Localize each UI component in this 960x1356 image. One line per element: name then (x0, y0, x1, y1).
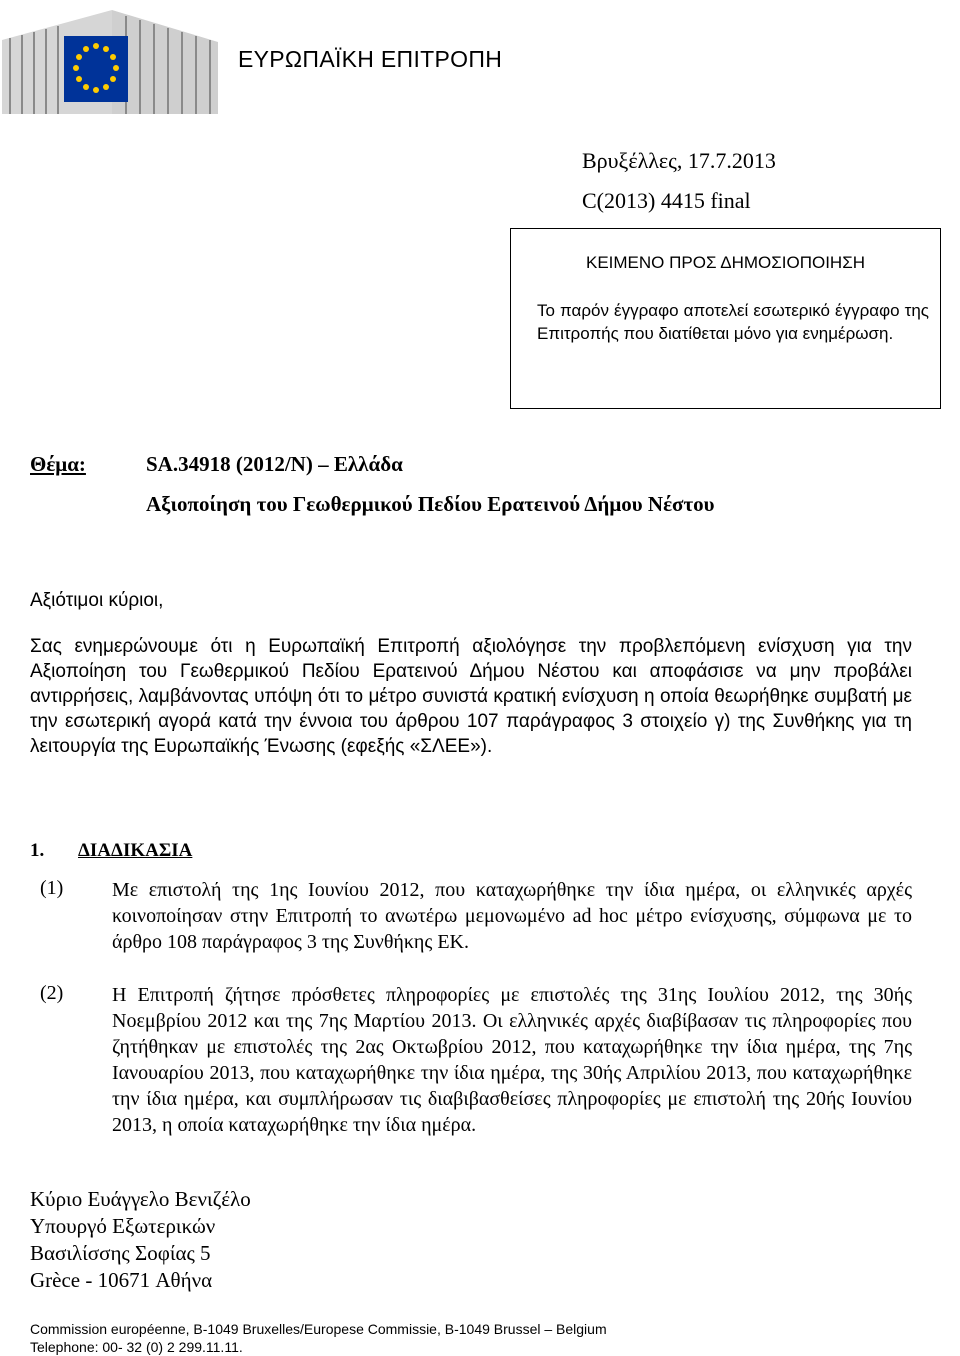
address-line: Βασιλίσσης Σοφίας 5 (30, 1241, 211, 1265)
salutation: Αξιότιμοι κύριοι, (30, 590, 164, 611)
paragraph-number: (1) (40, 877, 64, 899)
section-title: ΔΙΑΔΙΚΑΣΙΑ (78, 840, 193, 861)
page-footer (30, 1320, 607, 1356)
paragraph-number: (2) (40, 982, 64, 1004)
footer-address: Commission européenne, B-1049 Bruxelles/Europese Commissie, B-1049 Brussel – Belgium (30, 1321, 607, 1337)
document-reference: C(2013) 4415 final (582, 188, 751, 213)
recipient-address (30, 1186, 251, 1294)
eu-commission-logo-icon (2, 2, 218, 114)
subject-label: Θέμα: (30, 452, 86, 476)
paragraph-text: Η Επιτροπή ζήτησε πρόσθετες πληροφορίες με επιστολές της 31ης Ιουλίου 2012, της 30ής Νοεμβρίου 2012 και της 7ης Μαρτίου 2013. Οι ελληνικές αρχές διαβίβασαν τις πληροφορίες που ζητήθηκαν με επιστολές της 2ας Οκτωβρίου 2012, που καταχωρήθηκε την ίδια ημέρα, της 7ης Ιανουαρίου 2013, που καταχωρήθηκε την ίδια ημέρα, της 30ής Απριλίου 2013, που καταχωρήθηκε την ίδια ημέρα, και συμπλήρωσαν τις διαβιβασθείσες πληροφορίες με επιστολή της 20ής Ιουνίου 2013, η οποία καταχωρήθηκε την ίδια ημέρα. (112, 984, 912, 1136)
document-date: Βρυξέλλες, 17.7.2013 (582, 148, 776, 173)
subject-case: SA.34918 (2012/N) – Ελλάδα (146, 452, 403, 476)
address-line: Κύριο Ευάγγελο Βενιζέλο (30, 1187, 251, 1211)
intro-paragraph: Σας ενημερώνουμε ότι η Ευρωπαϊκή Επιτροπή αξιολόγησε την προβλεπόμενη ενίσχυση για την Αξιοποίηση του Γεωθερμικού Πεδίου Ερατεινού Δήμου Νέστου και αποφάσισε να μην προβάλει αντιρρήσεις, λαμβάνοντας υπόψη ότι το μέτρο συνιστά κρατική ενίσχυση η οποία θεωρήθηκε συμβατή με την εσωτερική αγορά κατά την έννοια του άρθρου 107 παράγραφος 3 στοιχείο γ) της Συνθήκης για τη λειτουργία της Ευρωπαϊκής Ένωσης (εφεξής «ΣΛΕΕ»). (30, 636, 912, 757)
publication-notice-box (510, 228, 941, 409)
organization-name: ΕΥΡΩΠΑΪΚΗ ΕΠΙΤΡΟΠΗ (238, 46, 503, 72)
address-line: Grèce - 10671 Αθήνα (30, 1268, 213, 1292)
paragraph-text: Με επιστολή της 1ης Ιουνίου 2012, που καταχωρήθηκε την ίδια ημέρα, οι ελληνικές αρχές κοινοποίησαν στην Επιτροπή το ανωτέρω μεμονωμένο ad hoc μέτρο ενίσχυσης, σύμφωνα με το άρθρο 108 παράγραφος 3 της Συνθήκης ΕΚ. (112, 879, 912, 953)
publication-notice-title: ΚΕΙΜΕΝΟ ΠΡΟΣ ΔΗΜΟΣΙΟΠΟΙΗΣΗ (585, 253, 865, 272)
footer-telephone: Telephone: 00- 32 (0) 2 299.11.11. (30, 1339, 243, 1355)
publication-notice-text: Το παρόν έγγραφο αποτελεί εσωτερικό έγγραφο της Επιτροπής που διατίθεται μόνο για ενημέρωση. (537, 301, 929, 343)
subject-title: Αξιοποίηση του Γεωθερμικού Πεδίου Ερατεινού Δήμου Νέστου (146, 492, 715, 516)
address-line: Υπουργό Εξωτερικών (30, 1214, 216, 1238)
section-number: 1. (30, 840, 45, 861)
